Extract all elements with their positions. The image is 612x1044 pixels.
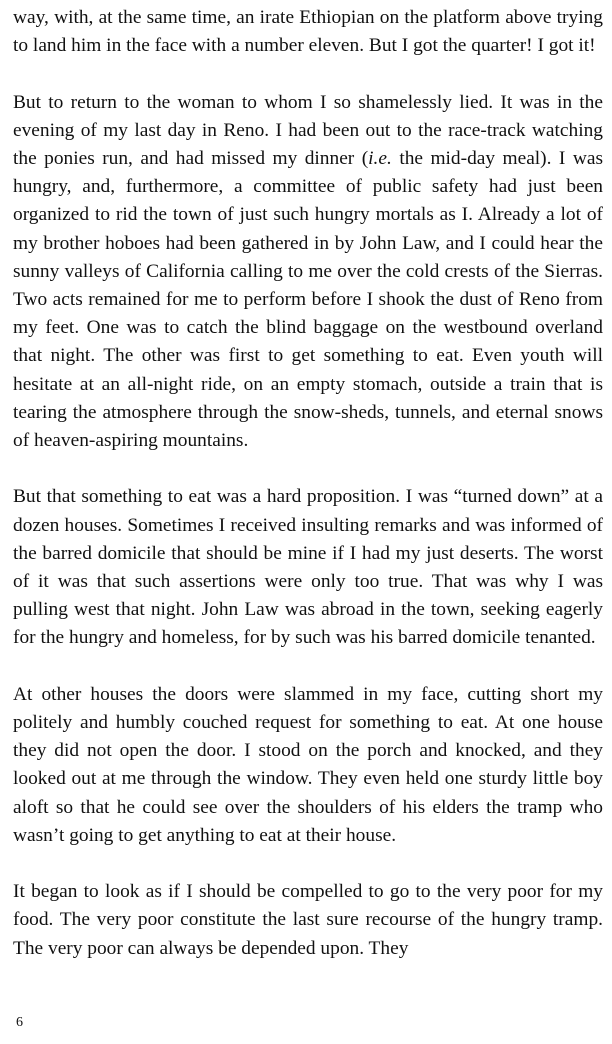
text-run: It began to look as if I should be compelled to go to the very poor for my food. The very poor constitute the last sure recourse of the hungry tramp. The very poor can always be depended upon. They — [13, 881, 603, 959]
body-text — [13, 4, 603, 963]
paragraph — [13, 681, 603, 850]
paragraph — [13, 4, 603, 60]
page-number: 6 — [16, 1015, 23, 1030]
text-run: But to return to the woman to whom I so shamelessly lied. It was in the evening of my last day in Reno. I had been out to the race-track watching the ponies run, and had missed my dinner ( — [13, 91, 603, 169]
text-run: But that something to eat was a hard proposition. I was “turned down” at a dozen houses. Sometimes I received insulting remarks and was informed of the barred domicile that should be mine if I had my just deserts. The worst of it was that such assertions were only too true. That was why I was pulling west that night. John Law was abroad in the town, seeking eagerly for the hungry and homeless, for by such was his barred domicile tenanted. — [13, 486, 603, 649]
paragraph — [13, 878, 603, 963]
text-run: the mid-day meal). I was hungry, and, furthermore, a committee of public safety had just been organized to rid the town of just such hungry mortals as I. Already a lot of my brother hoboes had been gathered in by John Law, and I could hear the sunny valleys of California calling to me over the cold crests of the Sierras. Two acts remained for me to perform before I shook the dust of Reno from my feet. One was to catch the blind baggage on the westbound overland that night. The other was first to get something to eat. Even youth will hesitate at an all-night ride, on an empty stomach, outside a train that is tearing the atmosphere through the snow-sheds, tunnels, and eternal snows of heaven-aspiring mountains. — [13, 148, 603, 452]
text-run: At other houses the doors were slammed in my face, cutting short my politely and humbly couched request for something to eat. At one house they did not open the door. I stood on the porch and knocked, and they looked out at me through the window. They even held one sturdy little boy aloft so that he could see over the shoulders of his elders the tramp who wasn’t going to get anything to eat at their house. — [13, 683, 603, 846]
italic-text-run: i.e. — [368, 148, 392, 169]
paragraph — [13, 89, 603, 456]
paragraph — [13, 483, 603, 652]
text-run: way, with, at the same time, an irate Ethiopian on the platform above trying to land him in the face with a number eleven. But I got the quarter! I got it! — [13, 7, 603, 57]
